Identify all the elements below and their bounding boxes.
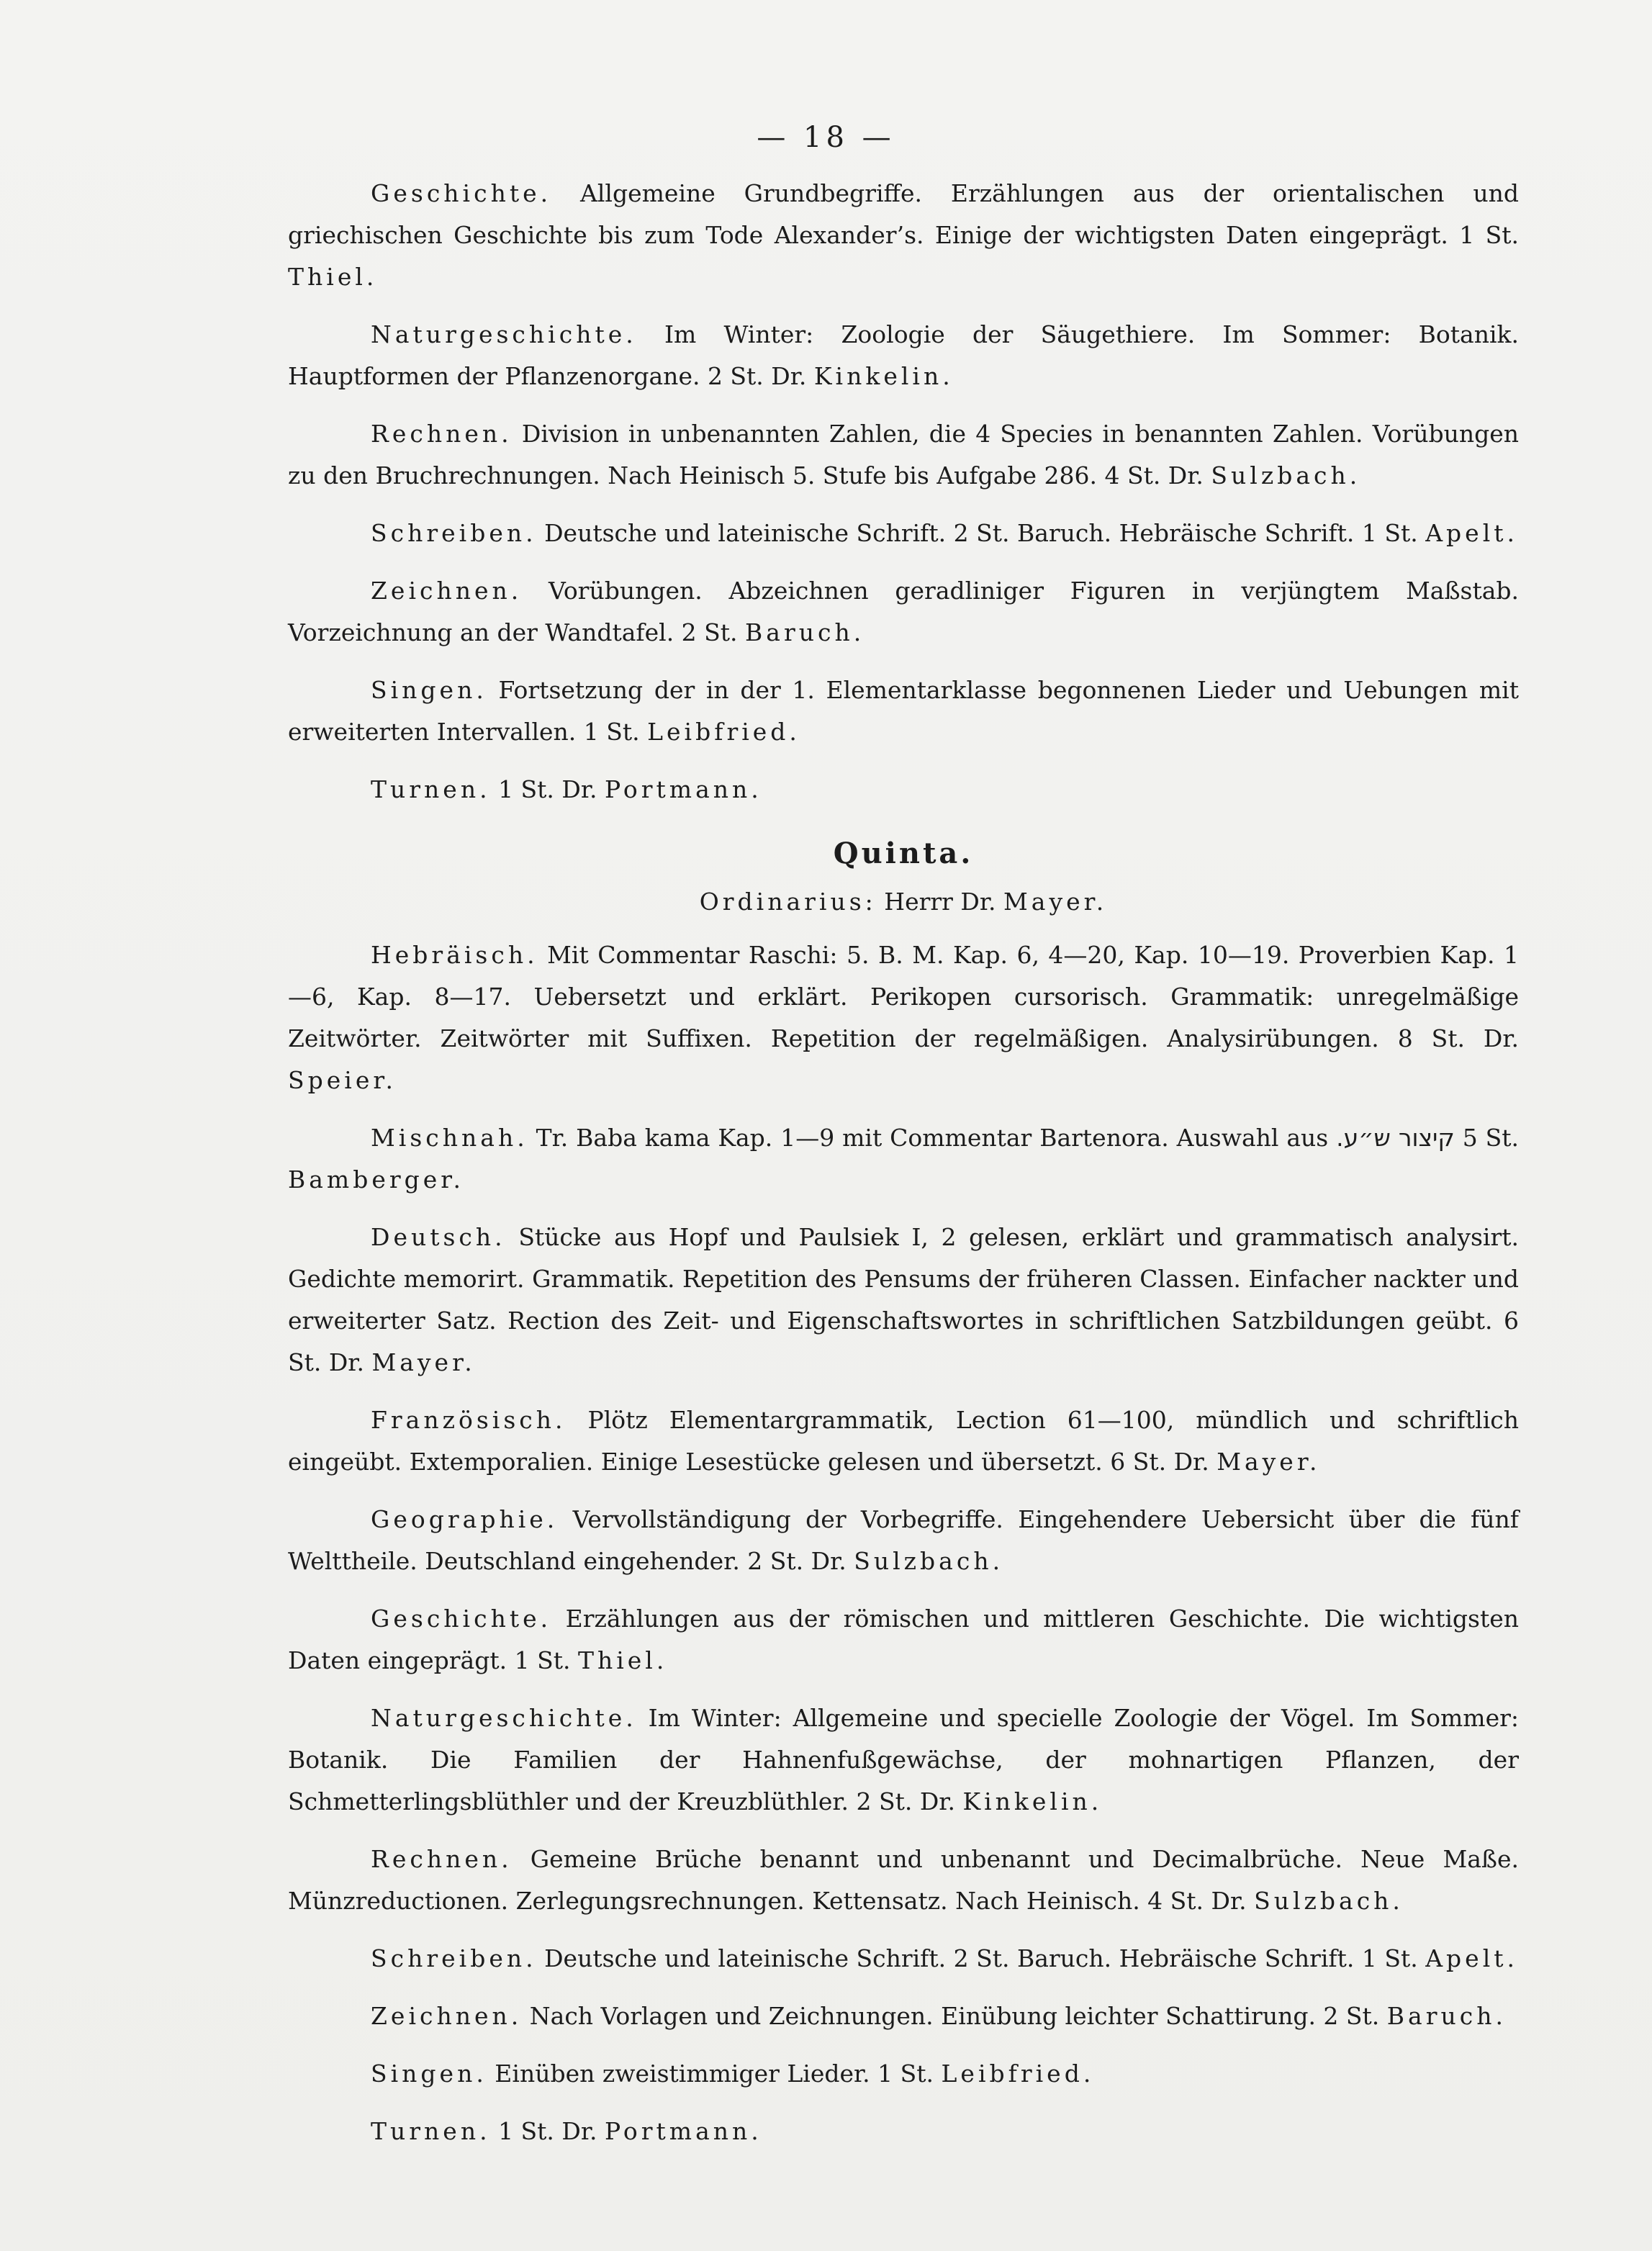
subject-heading: Geschichte.: [371, 1605, 552, 1633]
ordinarius-label: Ordinarius:: [699, 888, 877, 916]
teacher-name: Bamberger.: [288, 1165, 464, 1194]
paragraph-text: Plötz Elementargrammatik, Lection 61—100, mündlich und schriftlich eingeübt. Extemporalien. Einige Lesestücke gelesen und übersetzt. 6 St. Dr.: [288, 1406, 1519, 1476]
teacher-name: Mayer.: [1217, 1448, 1321, 1476]
subject-heading: Schreiben.: [371, 1944, 537, 1972]
subject-heading: Hebräisch.: [371, 941, 538, 969]
paragraph-text: Stücke aus Hopf und Paulsiek I, 2 gelesen, erklärt und grammatisch analysirt. Gedichte memorirt. Grammatik. Repetition des Pensums der früheren Classen. Einfacher nackter und erweiterter Satz. Rection des Zeit- und Eigenschaftswortes in schriftlichen Satzbildungen geübt. 6 St. Dr.: [288, 1223, 1519, 1376]
paragraph-rechnen-quinta: [288, 1839, 1519, 1922]
paragraph-turnen-quinta: [288, 2111, 1519, 2152]
paragraph-zeichnen-sexta: [288, 570, 1519, 654]
subject-heading: Naturgeschichte.: [371, 1704, 637, 1732]
paragraph-franzoesisch: [288, 1399, 1519, 1483]
paragraph-text: Deutsche und lateinische Schrift. 2 St. Baruch. Hebräische Schrift. 1 St.: [536, 519, 1426, 547]
teacher-name: Mayer.: [371, 1348, 476, 1376]
ordinarius-line: [288, 888, 1519, 916]
paragraph-text: 1 St. Dr.: [490, 2117, 605, 2145]
subject-heading: Naturgeschichte.: [371, 320, 637, 348]
paragraph-turnen-sexta: [288, 769, 1519, 811]
section-title-quinta: Quinta.: [833, 836, 974, 870]
teacher-name: Portmann.: [605, 775, 762, 803]
paragraph-text: Nach Vorlagen und Zeichnungen. Einübung leichter Schattirung. 2 St.: [522, 2002, 1387, 2030]
paragraph-deutsch: [288, 1217, 1519, 1384]
ordinarius-name: Herrr Dr.: [876, 888, 1003, 916]
subject-heading: Geschichte.: [371, 179, 552, 207]
paragraph-text: Vorübungen. Abzeichnen geradliniger Figuren in verjüngtem Maßstab. Vorzeichnung an der Wandtafel. 2 St.: [288, 577, 1519, 646]
paragraph-naturgeschichte-quinta: [288, 1697, 1519, 1823]
paragraph-text: Mit Commentar Raschi: 5. B. M. Kap. 6, 4—20, Kap. 10—19. Proverbien Kap. 1—6, Kap. 8—17. Uebersetzt und erklärt. Perikopen cursorisch. Grammatik: unregelmäßige Zeitwörter. Zeitwörter mit Suffixen. Repetition der regelmäßigen. Analysirübungen. 8 St. Dr.: [288, 941, 1519, 1052]
paragraph-schreiben-sexta: [288, 513, 1519, 554]
paragraph-text: Gemeine Brüche benannt und unbenannt und Decimalbrüche. Neue Maße. Münzreductionen. Zerlegungsrechnungen. Kettensatz. Nach Heinisch. 4 St. Dr.: [288, 1845, 1519, 1915]
teacher-name: Baruch.: [1386, 2002, 1507, 2030]
paragraph-text: Tr. Baba kama Kap. 1—9 mit Commentar Bartenora. Auswahl aus: [528, 1124, 1337, 1152]
paragraph-rechnen-sexta: [288, 413, 1519, 497]
teacher-name: Thiel.: [288, 263, 378, 291]
paragraph-mischnah: [288, 1117, 1519, 1201]
paragraph-singen-sexta: [288, 669, 1519, 753]
paragraph-text: Erzählungen aus der römischen und mittleren Geschichte. Die wichtigsten Daten eingeprägt. 1 St.: [288, 1605, 1519, 1674]
hebrew-title: קיצור ש״ע.: [1336, 1124, 1455, 1152]
paragraph-schreiben-quinta: [288, 1938, 1519, 1980]
subject-heading: Zeichnen.: [371, 577, 523, 605]
subject-heading: Mischnah.: [371, 1124, 528, 1152]
paragraph-text: Division in unbenannten Zahlen, die 4 Species in benannten Zahlen. Vorübungen zu den Bruchrechnungen. Nach Heinisch 5. Stufe bis Aufgabe 286. 4 St. Dr.: [288, 420, 1519, 490]
paragraph-singen-quinta: [288, 2053, 1519, 2095]
subject-heading: Rechnen.: [371, 420, 513, 448]
page-content: [288, 173, 1519, 2168]
paragraph-text: Im Winter: Allgemeine und specielle Zoologie der Vögel. Im Sommer: Botanik. Die Familien der Hahnenfußgewächse, der mohnartigen Pflanzen, der Schmetterlingsblüthler und der Kreuzblüthler. 2 St. Dr.: [288, 1704, 1519, 1815]
subject-heading: Geographie.: [371, 1505, 559, 1533]
teacher-name: Apelt.: [1425, 519, 1518, 547]
paragraph-geographie: [288, 1499, 1519, 1582]
page-number: — 18 —: [757, 121, 895, 154]
teacher-name: Thiel.: [577, 1646, 668, 1674]
paragraph-hebraeisch: [288, 934, 1519, 1101]
teacher-name: Kinkelin.: [962, 1787, 1103, 1815]
paragraph-text: Im Winter: Zoologie der Säugethiere. Im Sommer: Botanik. Hauptformen der Pflanzenorgane. 2 St. Dr.: [288, 320, 1519, 390]
teacher-name: Sulzbach.: [1211, 461, 1361, 490]
teacher-name: Mayer.: [1003, 888, 1108, 916]
paragraph-zeichnen-quinta: [288, 1995, 1519, 2037]
teacher-name: Leibfried.: [647, 718, 800, 746]
subject-heading: Schreiben.: [371, 519, 537, 547]
subject-heading: Zeichnen.: [371, 2002, 523, 2030]
paragraph-geschichte-sexta: [288, 173, 1519, 298]
paragraph-text: Vervollständigung der Vorbegriffe. Eingehendere Uebersicht über die fünf Welttheile. Deutschland eingehender. 2 St. Dr.: [288, 1505, 1519, 1575]
subject-heading: Rechnen.: [371, 1845, 513, 1873]
paragraph-geschichte-quinta: [288, 1598, 1519, 1682]
paragraph-text: Deutsche und lateinische Schrift. 2 St. Baruch. Hebräische Schrift. 1 St.: [536, 1944, 1426, 1972]
teacher-name: Portmann.: [605, 2117, 762, 2145]
paragraph-text: Allgemeine Grundbegriffe. Erzählungen aus der orientalischen und griechischen Geschichte bis zum Tode Alexander’s. Einige der wichtigsten Daten eingeprägt. 1 St.: [288, 179, 1519, 249]
paragraph-naturgeschichte-sexta: [288, 314, 1519, 397]
paragraph-text: 1 St. Dr.: [490, 775, 605, 803]
paragraph-text: Einüben zweistimmiger Lieder. 1 St.: [487, 2060, 942, 2088]
subject-heading: Französisch.: [371, 1406, 567, 1434]
teacher-name: Kinkelin.: [813, 362, 954, 390]
subject-heading: Turnen.: [371, 775, 491, 803]
teacher-name: Sulzbach.: [854, 1547, 1004, 1575]
teacher-name: Baruch.: [745, 618, 865, 646]
subject-heading: Singen.: [371, 676, 487, 704]
subject-heading: Deutsch.: [371, 1223, 506, 1251]
teacher-name: Speier.: [288, 1066, 397, 1094]
subject-heading: Turnen.: [371, 2117, 491, 2145]
teacher-name: Sulzbach.: [1254, 1887, 1404, 1915]
subject-heading: Singen.: [371, 2060, 487, 2088]
teacher-name: Leibfried.: [941, 2060, 1095, 2088]
paragraph-text: Fortsetzung der in der 1. Elementarklasse begonnenen Lieder und Uebungen mit erweiterten Intervallen. 1 St.: [288, 676, 1519, 746]
teacher-name: Apelt.: [1425, 1944, 1518, 1972]
paragraph-text: 5 St.: [1454, 1124, 1520, 1152]
